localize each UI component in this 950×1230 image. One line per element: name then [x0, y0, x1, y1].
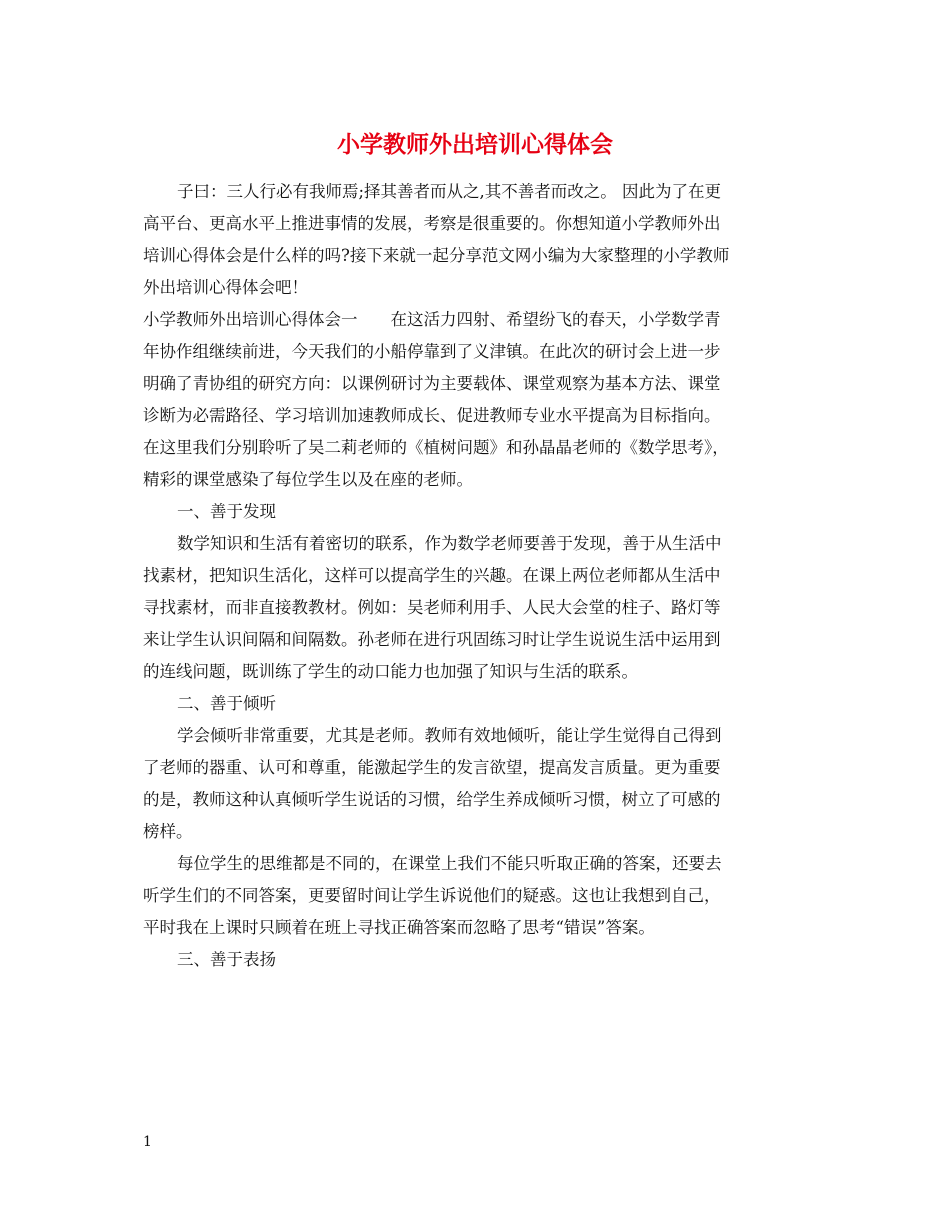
text-line: 了老师的器重、认可和尊重，能激起学生的发言欲望，提高发言质量。更为重要 [143, 758, 721, 777]
text-line: 精彩的课堂感染了每位学生以及在座的老师。 [143, 470, 473, 489]
text-line: 来让学生认识间隔和间隔数。孙老师在进行巩固练习时让学生说说生活中运用到 [143, 630, 721, 649]
page-number: 1 [143, 1134, 152, 1150]
document-title: 小学教师外出培训心得体会 [337, 131, 613, 158]
text-line: 小学教师外出培训心得体会一 在这活力四射、希望纷飞的春天，小学数学青 [143, 310, 721, 329]
text-line: 诊断为必需路径、学习培训加速教师成长、促进教师专业水平提高为目标指向。 [143, 406, 721, 425]
text-line: 每位学生的思维都是不同的，在课堂上我们不能只听取正确的答案，还要去 [177, 854, 722, 873]
text-line: 一、善于发现 [177, 502, 276, 521]
text-line: 学会倾听非常重要，尤其是老师。教师有效地倾听，能让学生觉得自己得到 [177, 726, 722, 745]
text-line: 外出培训心得体会吧！ [143, 278, 308, 297]
text-line: 高平台、更高水平上推进事情的发展，考察是很重要的。你想知道小学教师外出 [143, 214, 721, 233]
text-line: 子曰：三人行必有我师焉;择其善者而从之,其不善者而改之。 因此为了在更 [177, 182, 722, 201]
text-line: 榜样。 [143, 822, 193, 841]
text-line: 三、善于表扬 [177, 950, 276, 969]
text-line: 的连线问题，既训练了学生的动口能力也加强了知识与生活的联系。 [143, 662, 638, 681]
text-line: 明确了青协组的研究方向：以课例研讨为主要载体、课堂观察为基本方法、课堂 [143, 374, 721, 393]
text-line: 的是，教师这种认真倾听学生说话的习惯，给学生养成倾听习惯，树立了可感的 [143, 790, 721, 809]
text-line: 寻找素材，而非直接教教材。例如：吴老师利用手、人民大会堂的柱子、路灯等 [143, 598, 721, 617]
text-line: 数学知识和生活有着密切的联系，作为数学老师要善于发现，善于从生活中 [177, 534, 722, 553]
text-line: 平时我在上课时只顾着在班上寻找正确答案而忽略了思考“错误”答案。 [143, 918, 655, 937]
text-line: 听学生们的不同答案，更要留时间让学生诉说他们的疑惑。这也让我想到自己， [143, 886, 721, 905]
text-line: 年协作组继续前进，今天我们的小船停靠到了义津镇。在此次的研讨会上进一步 [143, 342, 721, 361]
text-line: 二、善于倾听 [177, 694, 276, 713]
document-body [143, 176, 818, 976]
text-line: 培训心得体会是什么样的吗?接下来就一起分享范文网小编为大家整理的小学教师 [143, 246, 730, 265]
text-line: 找素材，把知识生活化，这样可以提高学生的兴趣。在课上两位老师都从生活中 [143, 566, 721, 585]
text-line: 在这里我们分别聆听了吴二莉老师的《植树问题》和孙晶晶老师的《数学思考》， [143, 438, 729, 457]
